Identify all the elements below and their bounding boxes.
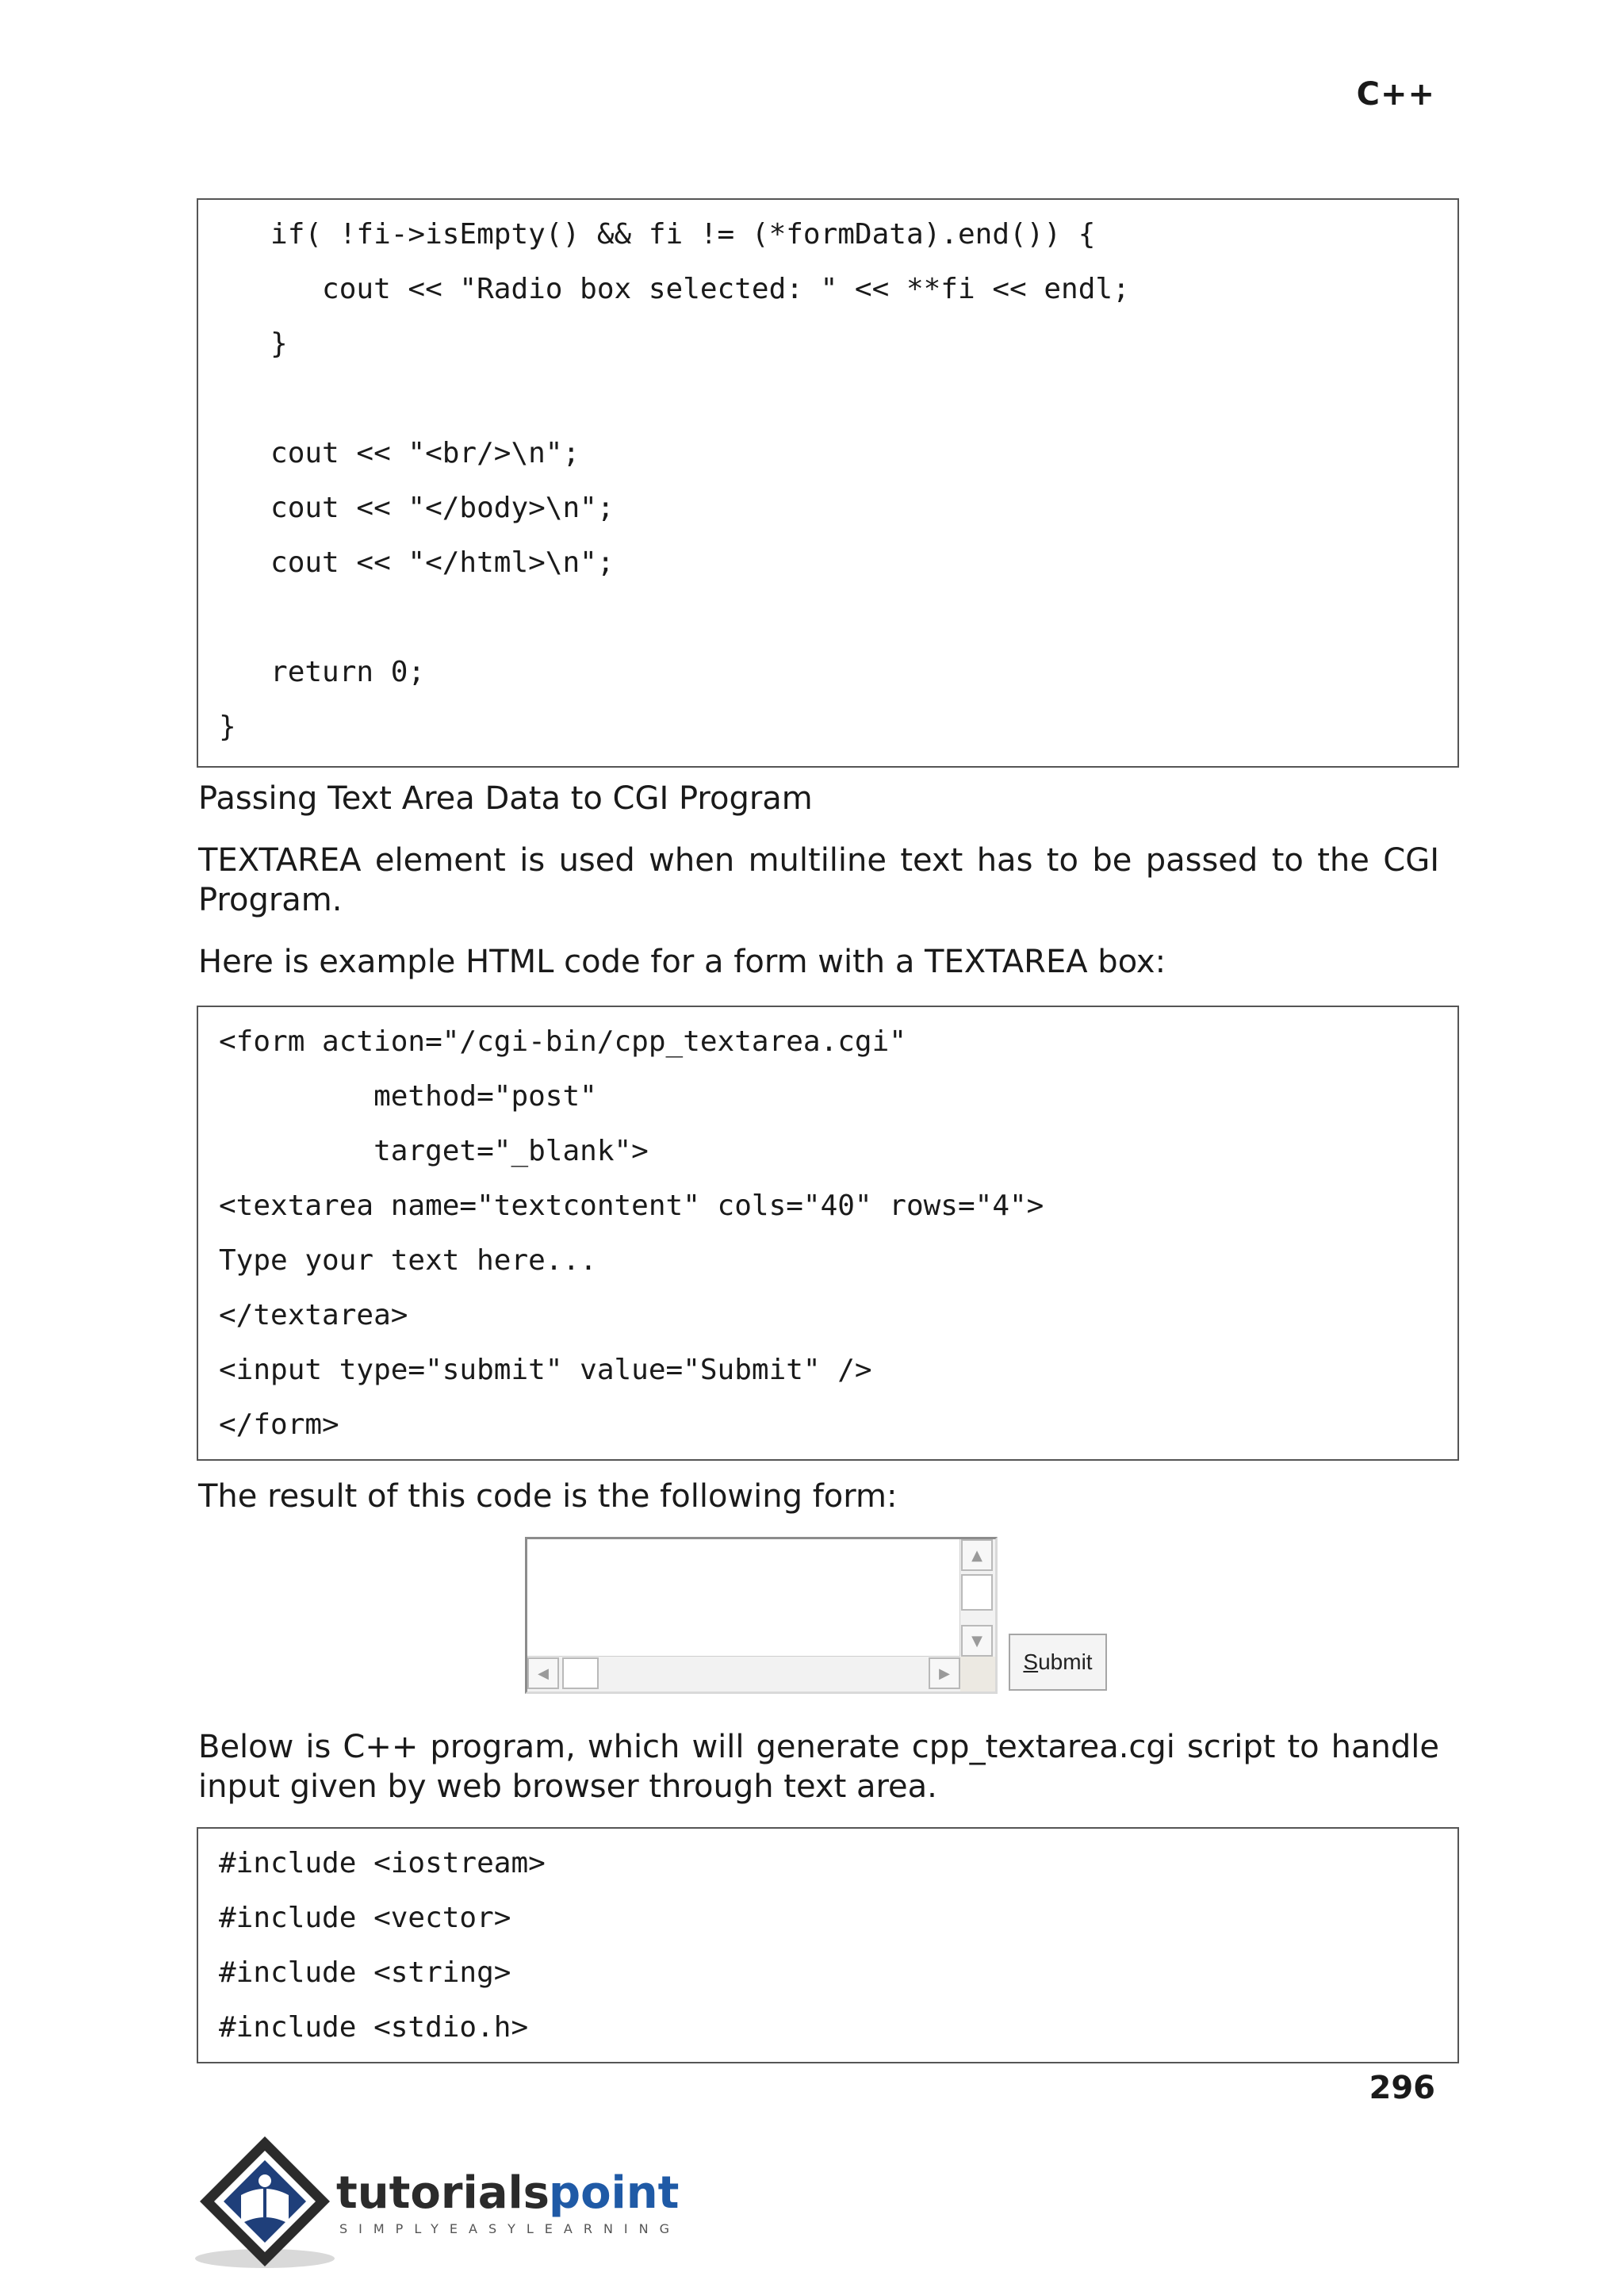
scroll-down-arrow-icon[interactable]: ▼ [961,1625,993,1657]
code-line: cout << "Radio box selected: " << **fi << endl; [219,273,1130,305]
code-line: </form> [219,1408,339,1441]
code-line: <textarea name="textcontent" cols="40" rows="4"> [219,1190,1044,1222]
code-line: cout << "<br/>\n"; [219,437,580,469]
section-heading: Passing Text Area Data to CGI Program [198,780,813,817]
code-line: Type your text here... [219,1244,597,1277]
code-line: method="post" [219,1080,597,1113]
code-line: if( !fi->isEmpty() && fi != (*formData).end()) { [219,218,1096,251]
scroll-right-arrow-icon[interactable]: ▶ [929,1657,960,1689]
code-line: target="_blank"> [219,1135,649,1167]
logo-wordmark-tutorials: tutorials [336,2167,550,2219]
code-line: #include <stdio.h> [219,2011,529,2044]
vertical-scrollbar[interactable] [959,1539,995,1657]
tutorialspoint-logo [193,2132,685,2274]
code-line: cout << "</html>\n"; [219,546,615,579]
submit-button[interactable] [1009,1634,1107,1691]
paragraph-program-intro: Below is C++ program, which will generate cpp_textarea.cgi script to handle input given by web browser through text area. [198,1729,1439,1805]
code-block-2 [197,1006,1459,1461]
code-line: <input type="submit" value="Submit" /> [219,1354,872,1386]
paragraph-result-intro: The result of this code is the following form: [198,1478,898,1515]
logo-tagline: SIMPLYEASYLEARNING [339,2221,681,2236]
code-block-1 [197,198,1459,768]
code-line: <form action="/cgi-bin/cpp_textarea.cgi" [219,1025,906,1058]
scroll-up-arrow-icon[interactable]: ▲ [961,1539,993,1571]
code-block-3 [197,1827,1459,2063]
vertical-scroll-thumb[interactable] [961,1574,993,1611]
scroll-corner [960,1657,995,1692]
textarea-demo[interactable] [525,1537,998,1694]
submit-label: ubmit [1038,1649,1093,1674]
code-line: } [219,328,288,360]
code-line: return 0; [219,656,426,688]
horizontal-scrollbar[interactable] [527,1656,960,1692]
paragraph-textarea-intro: TEXTAREA element is used when multiline text has to be passed to the CGI Program. [198,842,1439,918]
code-line: </textarea> [219,1299,408,1331]
code-line: #include <string> [219,1956,511,1989]
code-line: #include <vector> [219,1902,511,1934]
logo-wordmark-point: point [549,2167,680,2219]
horizontal-scroll-thumb[interactable] [562,1657,599,1689]
header-title: C++ [1356,76,1435,113]
page-number: 296 [1369,2070,1435,2106]
submit-accesskey-letter: S [1023,1649,1039,1674]
scroll-left-arrow-icon[interactable]: ◀ [527,1657,559,1689]
code-line: cout << "</body>\n"; [219,492,615,524]
code-line: #include <iostream> [219,1847,546,1879]
paragraph-example-intro: Here is example HTML code for a form with a TEXTAREA box: [198,944,1166,980]
code-line: } [219,711,236,743]
